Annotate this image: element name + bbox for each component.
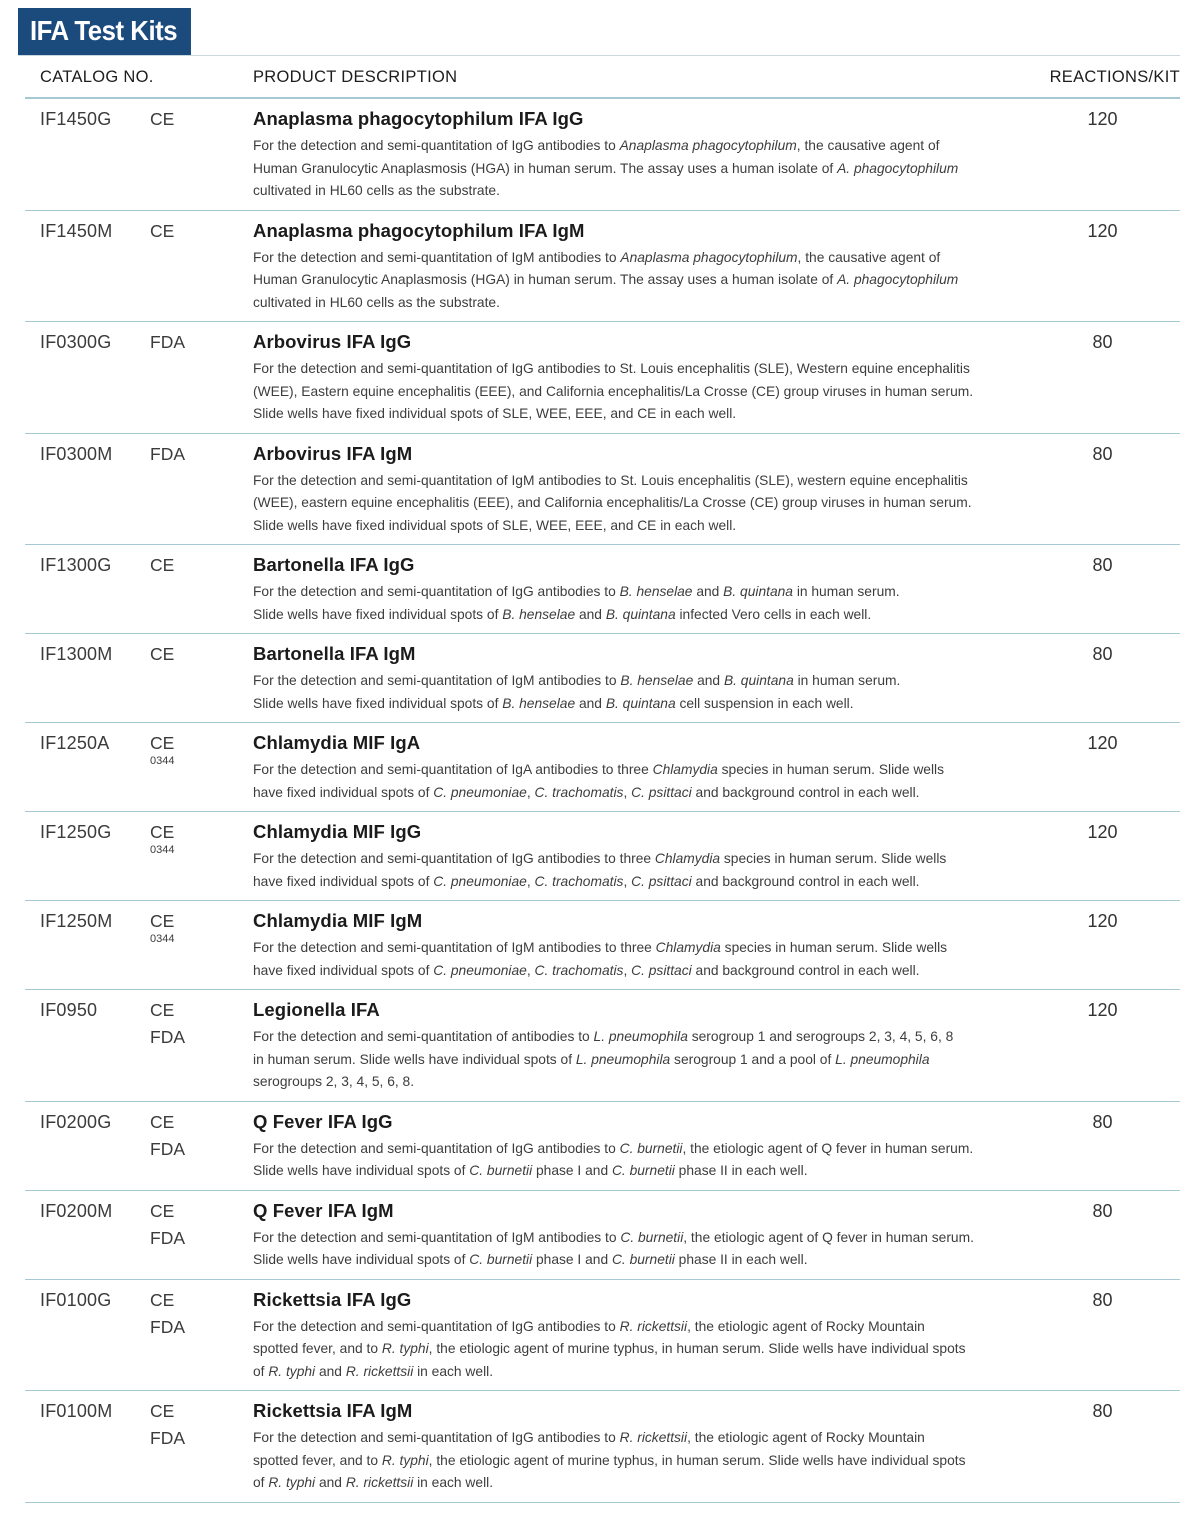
certification-marks	[150, 108, 253, 203]
cert-mark: FDA	[150, 1316, 185, 1337]
certification-marks	[150, 554, 253, 626]
description-line: For the detection and semi-quantitation of IgG antibodies to St. Louis encephalitis (SLE), Western equine encephalitis	[253, 361, 970, 376]
description-line: cultivated in HL60 cells as the substrate.	[253, 183, 500, 198]
product-cell	[253, 331, 1025, 426]
reactions-count: 80	[1092, 555, 1113, 575]
description-line: Human Granulocytic Anaplasmosis (HGA) in human serum. The assay uses a human isolate of A. phagocytophilum	[253, 272, 959, 287]
table-row	[25, 723, 1180, 812]
column-header-reactions-kit: REACTIONS/KIT	[1049, 68, 1180, 86]
description-line: Slide wells have fixed individual spots of B. henselae and B. quintana cell suspension in each well.	[253, 695, 854, 711]
description-line: For the detection and semi-quantitation of IgM antibodies to three Chlamydia species in human serum. Slide wells	[253, 940, 948, 955]
product-description	[253, 1138, 1025, 1183]
catalog-number: IF0300G	[40, 332, 112, 352]
product-table-body	[25, 99, 1180, 1503]
product-description	[253, 135, 1025, 203]
description-line: in human serum. Slide wells have individual spots of L. pneumophila serogroup 1 and a pool of L. pneumophila	[253, 1051, 930, 1067]
product-title: Bartonella IFA IgG	[253, 554, 415, 575]
product-title: Anaplasma phagocytophilum IFA IgM	[253, 219, 585, 241]
certification-marks	[150, 1111, 253, 1183]
reactions-count: 120	[1087, 220, 1118, 241]
description-line: Slide wells have individual spots of C. burnetii phase I and C. burnetii phase II in each well.	[253, 1252, 808, 1267]
product-cell	[253, 443, 1025, 538]
description-line: For the detection and semi-quantitation of IgG antibodies to C. burnetii, the etiologic agent of Q fever in human serum.	[253, 1140, 974, 1156]
product-title: Chlamydia MIF IgA	[253, 732, 421, 753]
catalog-number: IF1250A	[40, 733, 110, 753]
certification-marks	[150, 732, 253, 804]
catalog-number: IF1300G	[40, 555, 112, 575]
cert-mark: FDA	[150, 332, 185, 352]
table-row	[25, 634, 1180, 723]
table-row	[25, 211, 1180, 323]
certification-marks	[150, 443, 253, 538]
product-cell	[253, 1289, 1025, 1384]
product-title: Legionella IFA	[253, 999, 380, 1020]
product-description	[253, 1227, 1025, 1272]
product-cell	[253, 821, 1025, 893]
table-row	[25, 99, 1180, 211]
description-line: Slide wells have fixed individual spots of SLE, WEE, EEE, and CE in each well.	[253, 517, 737, 533]
product-description	[253, 670, 1025, 715]
certification-marks	[150, 1200, 253, 1272]
cert-mark: FDA	[150, 1227, 185, 1248]
cert-notified-body-number: 0344	[150, 844, 175, 856]
catalog-section-title: IFA Test Kits	[18, 8, 191, 55]
cert-notified-body-number: 0344	[150, 755, 175, 767]
product-title: Arbovirus IFA IgG	[253, 331, 412, 352]
product-description	[253, 247, 1025, 315]
description-line: For the detection and semi-quantitation of antibodies to L. pneumophila serogroup 1 and serogroups 2, 3, 4, 5, 6, 8	[253, 1029, 954, 1044]
description-line: For the detection and semi-quantitation of IgG antibodies to three Chlamydia species in human serum. Slide wells	[253, 851, 947, 866]
reactions-count: 120	[1087, 1000, 1118, 1020]
product-title: Q Fever IFA IgG	[253, 1110, 393, 1132]
brand-title-bar	[18, 8, 1180, 56]
certification-marks	[150, 220, 253, 315]
product-cell	[253, 220, 1025, 315]
catalog-number: IF0200G	[40, 1111, 112, 1132]
description-line: Slide wells have fixed individual spots of B. henselae and B. quintana infected Vero cells in each well.	[253, 606, 872, 622]
description-line: For the detection and semi-quantitation of IgG antibodies to R. rickettsii, the etiologic agent of Rocky Mountain	[253, 1430, 925, 1445]
cert-mark: CE	[150, 1111, 175, 1132]
reactions-count: 120	[1087, 911, 1118, 931]
description-line: For the detection and semi-quantitation of IgG antibodies to Anaplasma phagocytophilum, the causative agent of	[253, 138, 940, 153]
table-row	[25, 1391, 1180, 1503]
cert-mark: FDA	[150, 1428, 185, 1448]
cert-mark: CE	[150, 109, 175, 129]
product-description	[253, 1316, 1025, 1384]
catalog-number: IF1450G	[40, 109, 112, 129]
product-description	[253, 358, 1025, 426]
description-line: have fixed individual spots of C. pneumoniae, C. trachomatis, C. psittaci and background control in each well.	[253, 962, 920, 978]
table-row	[25, 1102, 1180, 1191]
cert-mark: CE	[150, 1200, 175, 1221]
cert-mark: CE	[150, 644, 175, 664]
reactions-count: 80	[1092, 1401, 1113, 1421]
product-title: Q Fever IFA IgM	[253, 1199, 394, 1221]
product-cell	[253, 910, 1025, 982]
product-cell	[253, 1200, 1025, 1272]
product-description	[253, 1026, 1025, 1094]
product-description	[253, 937, 1025, 982]
cert-mark: CE	[150, 1289, 175, 1310]
cert-mark: FDA	[150, 1138, 185, 1159]
product-title: Bartonella IFA IgM	[253, 643, 416, 664]
product-description	[253, 470, 1025, 538]
column-header-catalog-no: CATALOG NO.	[40, 68, 154, 86]
certification-marks	[150, 910, 253, 982]
catalog-number: IF0100G	[40, 1289, 112, 1310]
description-line: have fixed individual spots of C. pneumoniae, C. trachomatis, C. psittaci and background control in each well.	[253, 784, 920, 800]
catalog-number: IF1250G	[40, 822, 112, 842]
description-line: serogroups 2, 3, 4, 5, 6, 8.	[253, 1074, 415, 1089]
product-cell	[253, 554, 1025, 626]
cert-mark: CE	[150, 822, 175, 842]
product-title: Rickettsia IFA IgG	[253, 1288, 412, 1310]
description-line: (WEE), Eastern equine encephalitis (EEE), and California encephalitis/La Crosse (CE) group viruses in human serum.	[253, 383, 974, 399]
certification-marks	[150, 821, 253, 893]
description-line: For the detection and semi-quantitation of IgG antibodies to B. henselae and B. quintana in human serum.	[253, 584, 900, 599]
reactions-count: 80	[1092, 1289, 1113, 1310]
product-cell	[253, 1111, 1025, 1183]
catalog-number: IF1300M	[40, 644, 113, 664]
description-line: of R. typhi and R. rickettsii in each well.	[253, 1475, 494, 1490]
product-title: Rickettsia IFA IgM	[253, 1400, 413, 1421]
description-line: have fixed individual spots of C. pneumoniae, C. trachomatis, C. psittaci and background control in each well.	[253, 873, 920, 889]
table-row	[25, 434, 1180, 546]
cert-mark: CE	[150, 733, 175, 753]
column-header-product-description: PRODUCT DESCRIPTION	[253, 68, 458, 86]
table-row	[25, 1280, 1180, 1392]
description-line: Slide wells have individual spots of C. burnetii phase I and C. burnetii phase II in each well.	[253, 1163, 808, 1178]
product-description	[253, 759, 1025, 804]
table-row	[25, 901, 1180, 990]
catalog-number: IF0950	[40, 1000, 98, 1020]
description-line: For the detection and semi-quantitation of IgM antibodies to C. burnetii, the etiologic agent of Q fever in human serum.	[253, 1229, 974, 1245]
reactions-count: 80	[1092, 443, 1113, 464]
description-line: of R. typhi and R. rickettsii in each well.	[253, 1363, 494, 1379]
cert-mark: FDA	[150, 443, 185, 464]
catalog-number: IF1450M	[40, 220, 113, 241]
product-cell	[253, 643, 1025, 715]
catalog-number: IF0300M	[40, 443, 113, 464]
cert-mark: CE	[150, 1401, 175, 1421]
description-line: For the detection and semi-quantitation of IgM antibodies to St. Louis encephalitis (SLE), western equine encephalitis	[253, 472, 968, 488]
reactions-count: 120	[1087, 733, 1118, 753]
certification-marks	[150, 1289, 253, 1384]
description-line: For the detection and semi-quantitation of IgG antibodies to R. rickettsii, the etiologic agent of Rocky Mountain	[253, 1318, 925, 1334]
cert-mark: FDA	[150, 1027, 185, 1047]
table-row	[25, 322, 1180, 434]
cert-mark: CE	[150, 220, 175, 241]
certification-marks	[150, 331, 253, 426]
product-title: Anaplasma phagocytophilum IFA IgG	[253, 108, 584, 129]
description-line: For the detection and semi-quantitation of IgA antibodies to three Chlamydia species in human serum. Slide wells	[253, 762, 945, 777]
description-line: cultivated in HL60 cells as the substrate.	[253, 294, 500, 310]
product-title: Chlamydia MIF IgG	[253, 821, 422, 842]
table-row	[25, 812, 1180, 901]
table-header-row	[25, 56, 1180, 99]
product-cell	[253, 108, 1025, 203]
product-description	[253, 581, 1025, 626]
catalog-number: IF0200M	[40, 1200, 113, 1221]
cert-mark: CE	[150, 555, 175, 575]
product-table	[25, 56, 1180, 1503]
product-title: Chlamydia MIF IgM	[253, 910, 423, 931]
product-cell	[253, 732, 1025, 804]
product-cell	[253, 1400, 1025, 1495]
description-line: For the detection and semi-quantitation of IgM antibodies to B. henselae and B. quintana in human serum.	[253, 673, 901, 688]
reactions-count: 80	[1092, 1200, 1113, 1221]
table-row	[25, 990, 1180, 1102]
cert-mark: CE	[150, 911, 175, 931]
reactions-count: 80	[1092, 644, 1113, 664]
certification-marks	[150, 999, 253, 1094]
reactions-count: 120	[1087, 822, 1118, 842]
reactions-count: 80	[1092, 1111, 1113, 1132]
catalog-number: IF0100M	[40, 1401, 113, 1421]
description-line: spotted fever, and to R. typhi, the etiologic agent of murine typhus, in human serum. Slide wells have individual spots	[253, 1341, 966, 1356]
product-description	[253, 1427, 1025, 1495]
description-line: spotted fever, and to R. typhi, the etiologic agent of murine typhus, in human serum. Slide wells have individual spots	[253, 1452, 966, 1468]
description-line: (WEE), eastern equine encephalitis (EEE), and California encephalitis/La Crosse (CE) group viruses in human serum.	[253, 495, 972, 510]
table-row	[25, 1191, 1180, 1280]
cert-mark: CE	[150, 1000, 175, 1020]
reactions-count: 120	[1087, 109, 1118, 129]
reactions-count: 80	[1092, 332, 1113, 352]
product-cell	[253, 999, 1025, 1094]
description-line: Human Granulocytic Anaplasmosis (HGA) in human serum. The assay uses a human isolate of A. phagocytophilum	[253, 160, 959, 176]
product-description	[253, 848, 1025, 893]
catalog-number: IF1250M	[40, 911, 113, 931]
cert-notified-body-number: 0344	[150, 933, 175, 945]
description-line: For the detection and semi-quantitation of IgM antibodies to Anaplasma phagocytophilum, the causative agent of	[253, 249, 941, 265]
certification-marks	[150, 1400, 253, 1495]
description-line: Slide wells have fixed individual spots of SLE, WEE, EEE, and CE in each well.	[253, 406, 737, 421]
certification-marks	[150, 643, 253, 715]
product-title: Arbovirus IFA IgM	[253, 442, 413, 464]
table-row	[25, 545, 1180, 634]
